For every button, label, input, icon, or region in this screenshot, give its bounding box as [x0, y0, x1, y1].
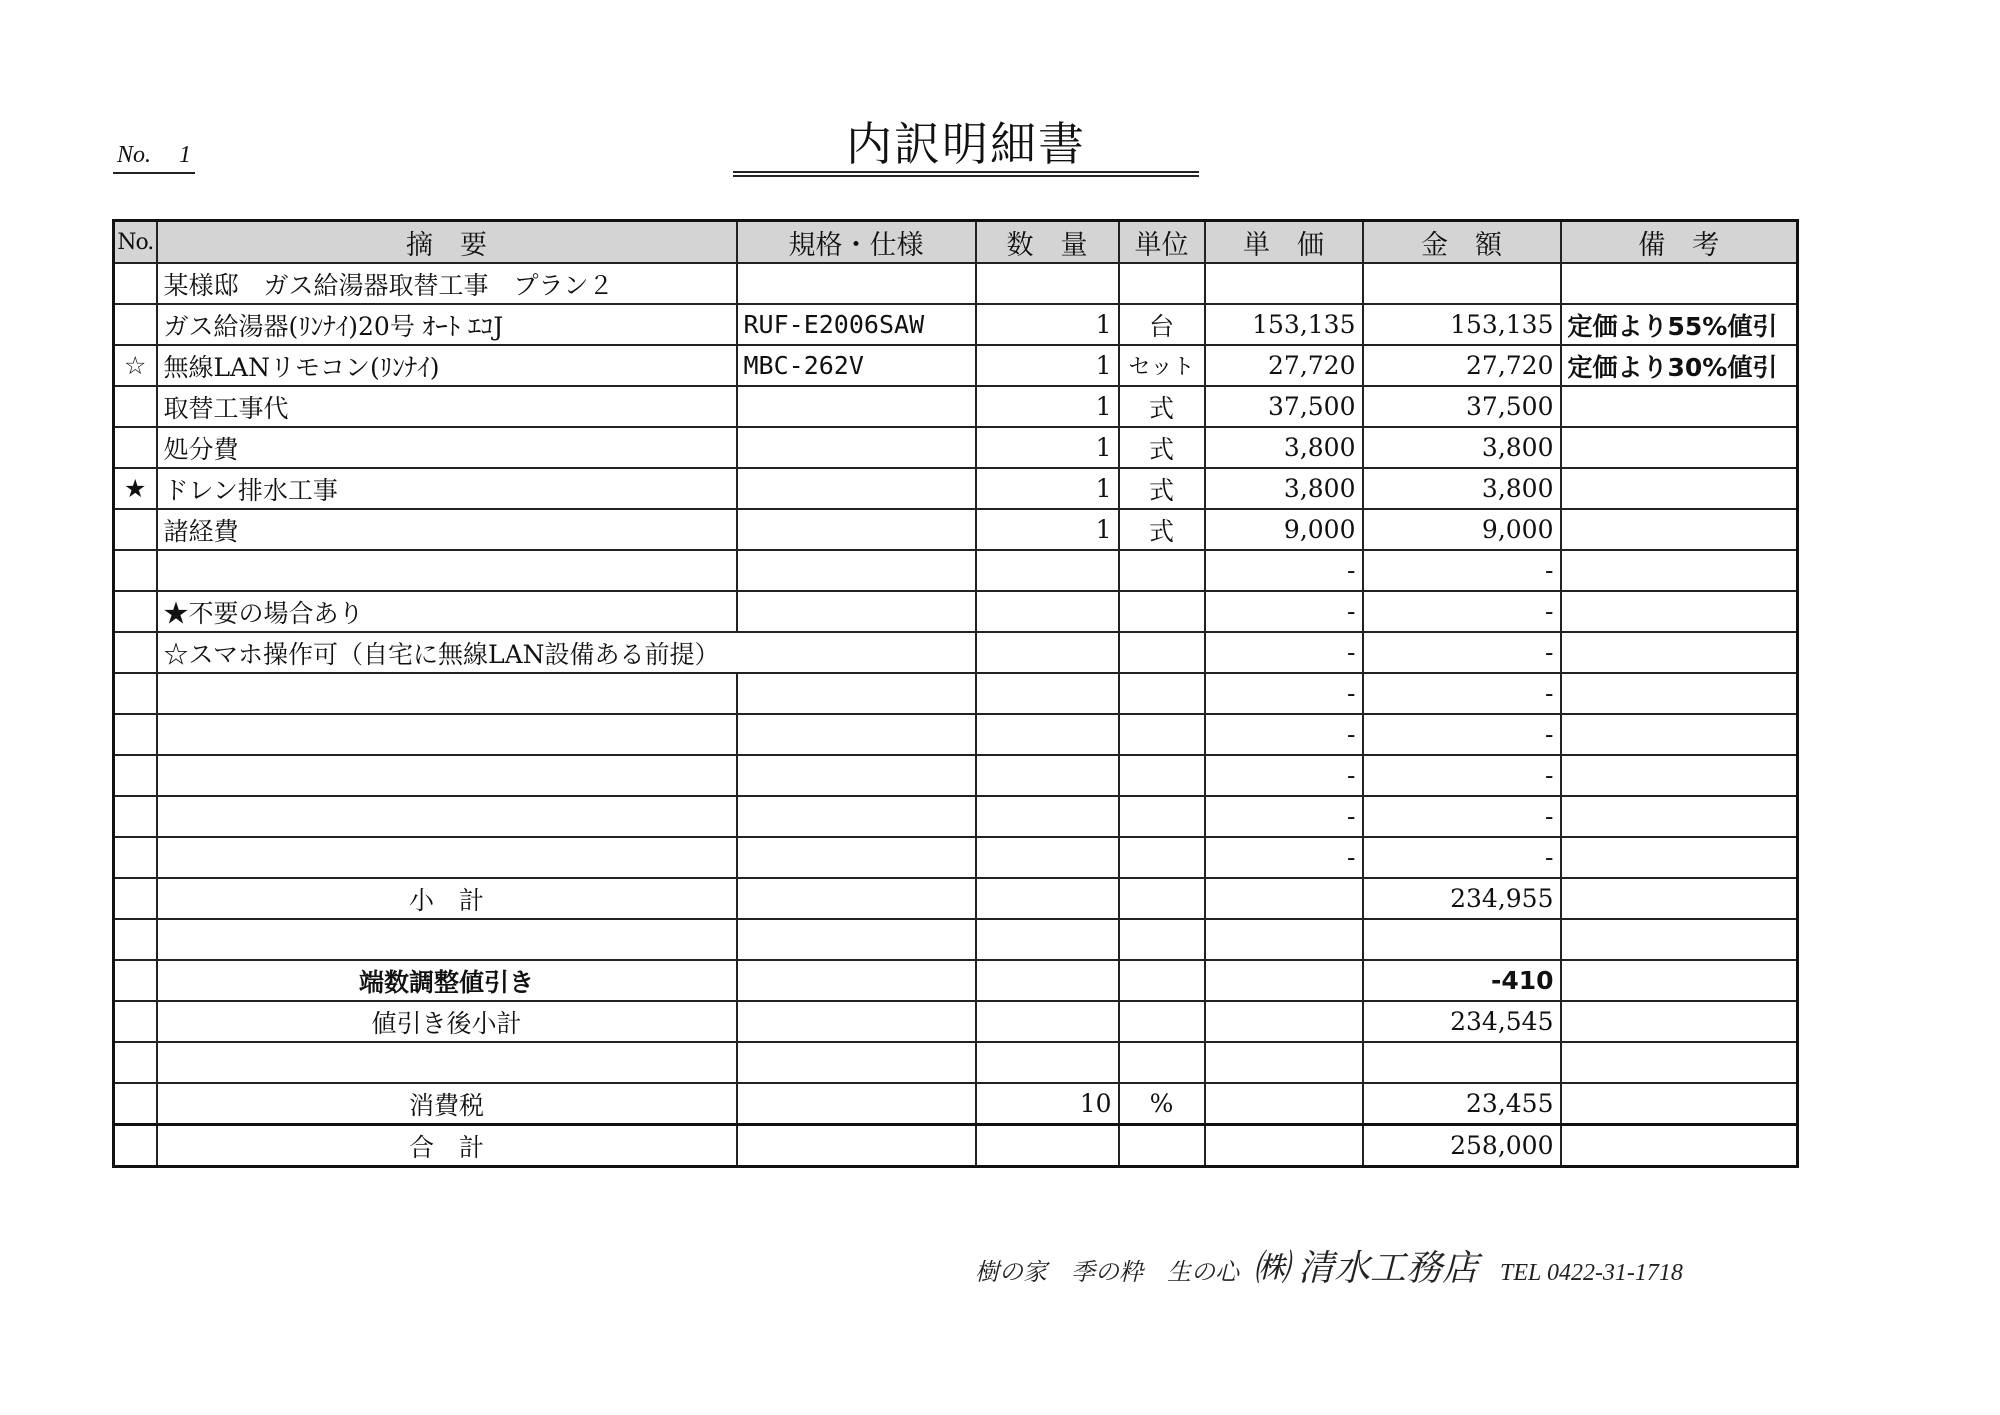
row-summary: 処分費	[157, 427, 737, 468]
row-price: 153,135	[1205, 304, 1363, 345]
row-price: 27,720	[1205, 345, 1363, 386]
header-remarks: 備 考	[1561, 221, 1798, 264]
adjustment-row	[114, 960, 1798, 1001]
row-remarks	[1561, 468, 1798, 509]
after-discount-price	[1205, 1001, 1363, 1042]
company-footer	[975, 1240, 1775, 1288]
total-qty	[976, 1125, 1119, 1167]
row-price: -	[1205, 632, 1363, 673]
table-row	[114, 427, 1798, 468]
row-spec	[737, 673, 976, 714]
row-amount	[1363, 263, 1561, 304]
row-mark	[114, 509, 157, 550]
blank-cell	[976, 919, 1119, 960]
row-unit	[1119, 837, 1205, 878]
row-amount: -	[1363, 755, 1561, 796]
subtotal-row	[114, 878, 1798, 919]
row-spec	[737, 386, 976, 427]
row-price: -	[1205, 837, 1363, 878]
row-remarks	[1561, 263, 1798, 304]
row-mark	[114, 304, 157, 345]
row-mark	[114, 263, 157, 304]
row-amount: 27,720	[1363, 345, 1561, 386]
row-amount: 9,000	[1363, 509, 1561, 550]
row-price: 3,800	[1205, 468, 1363, 509]
row-summary	[157, 673, 737, 714]
row-remarks: 定価より55%値引	[1561, 304, 1798, 345]
header-amount: 金 額	[1363, 221, 1561, 264]
blank-cell	[157, 1042, 737, 1083]
after-discount-mark	[114, 1001, 157, 1042]
row-qty: 1	[976, 345, 1119, 386]
row-summary	[157, 714, 737, 755]
after-discount-label: 値引き後小計	[157, 1001, 737, 1042]
row-mark	[114, 755, 157, 796]
adjustment-qty	[976, 960, 1119, 1001]
row-price: -	[1205, 673, 1363, 714]
row-unit	[1119, 591, 1205, 632]
row-amount: -	[1363, 550, 1561, 591]
adjustment-value: -410	[1363, 960, 1561, 1001]
document-number	[113, 138, 195, 174]
adjustment-spec	[737, 960, 976, 1001]
row-price: 37,500	[1205, 386, 1363, 427]
row-qty	[976, 755, 1119, 796]
row-spec	[737, 263, 976, 304]
tax-label: 消費税	[157, 1083, 737, 1125]
row-spec	[737, 468, 976, 509]
total-value: 258,000	[1363, 1125, 1561, 1167]
table-row	[114, 468, 1798, 509]
subtotal-value: 234,955	[1363, 878, 1561, 919]
table-row	[114, 591, 1798, 632]
blank-row	[114, 1042, 1798, 1083]
header-summary: 摘 要	[157, 221, 737, 264]
row-remarks	[1561, 509, 1798, 550]
row-unit	[1119, 714, 1205, 755]
row-qty	[976, 673, 1119, 714]
row-spec	[737, 755, 976, 796]
row-qty	[976, 714, 1119, 755]
row-remarks	[1561, 550, 1798, 591]
row-spec	[737, 550, 976, 591]
row-spec	[737, 427, 976, 468]
row-remarks	[1561, 714, 1798, 755]
row-summary	[157, 837, 737, 878]
after-discount-remarks	[1561, 1001, 1798, 1042]
total-remarks	[1561, 1125, 1798, 1167]
document-number-label: No.	[117, 142, 152, 168]
tax-price	[1205, 1083, 1363, 1125]
blank-cell	[114, 1042, 157, 1083]
row-amount: 3,800	[1363, 468, 1561, 509]
row-amount: -	[1363, 673, 1561, 714]
table-row	[114, 345, 1798, 386]
subtotal-mark	[114, 878, 157, 919]
table-row	[114, 263, 1798, 304]
row-qty	[976, 591, 1119, 632]
subtotal-price	[1205, 878, 1363, 919]
subtotal-spec	[737, 878, 976, 919]
row-summary	[157, 755, 737, 796]
document-number-value: 1	[179, 142, 192, 168]
company-name: ㈱ 清水工務店	[1253, 1248, 1479, 1288]
title-underline-bottom	[733, 175, 1199, 177]
blank-cell	[1561, 919, 1798, 960]
breakdown-table	[112, 219, 1799, 1168]
blank-cell	[1561, 1042, 1798, 1083]
row-unit	[1119, 796, 1205, 837]
total-spec	[737, 1125, 976, 1167]
row-amount: -	[1363, 714, 1561, 755]
table-row	[114, 632, 1798, 673]
row-qty	[976, 837, 1119, 878]
row-amount: -	[1363, 632, 1561, 673]
row-mark	[114, 386, 157, 427]
blank-cell	[1119, 1042, 1205, 1083]
row-summary	[157, 796, 737, 837]
row-spec	[737, 837, 976, 878]
header-row	[114, 221, 1798, 264]
row-amount: -	[1363, 796, 1561, 837]
row-price: -	[1205, 755, 1363, 796]
subtotal-remarks	[1561, 878, 1798, 919]
row-qty: 1	[976, 468, 1119, 509]
row-spec	[737, 796, 976, 837]
table-row	[114, 304, 1798, 345]
table-row	[114, 550, 1798, 591]
company-telephone: TEL 0422-31-1718	[1500, 1260, 1683, 1286]
total-row	[114, 1125, 1798, 1167]
subtotal-label: 小 計	[157, 878, 737, 919]
row-remarks	[1561, 673, 1798, 714]
row-mark	[114, 427, 157, 468]
row-mark	[114, 673, 157, 714]
row-remarks	[1561, 837, 1798, 878]
row-qty: 1	[976, 427, 1119, 468]
company-slogan: 樹の家 季の粋 生の心	[975, 1260, 1239, 1286]
adjustment-price	[1205, 960, 1363, 1001]
row-remarks	[1561, 632, 1798, 673]
row-amount: -	[1363, 837, 1561, 878]
row-unit: セット	[1119, 345, 1205, 386]
row-qty: 1	[976, 386, 1119, 427]
row-mark: ☆	[114, 345, 157, 386]
title-underline-top	[733, 171, 1199, 173]
header-unit: 単位	[1119, 221, 1205, 264]
row-mark: ★	[114, 468, 157, 509]
row-summary: 取替工事代	[157, 386, 737, 427]
row-unit	[1119, 673, 1205, 714]
header-price: 単 価	[1205, 221, 1363, 264]
row-mark	[114, 632, 157, 673]
row-spec: MBC-262V	[737, 345, 976, 386]
row-price	[1205, 263, 1363, 304]
row-mark	[114, 714, 157, 755]
row-qty	[976, 263, 1119, 304]
blank-cell	[114, 919, 157, 960]
subtotal-unit	[1119, 878, 1205, 919]
row-summary: 無線LANリモコン(ﾘﾝﾅｲ)	[157, 345, 737, 386]
after-discount-unit	[1119, 1001, 1205, 1042]
adjustment-label: 端数調整値引き	[157, 960, 737, 1001]
row-unit: 式	[1119, 386, 1205, 427]
row-summary: ドレン排水工事	[157, 468, 737, 509]
table-row	[114, 673, 1798, 714]
row-price: 9,000	[1205, 509, 1363, 550]
table-row	[114, 386, 1798, 427]
row-remarks: 定価より30%値引	[1561, 345, 1798, 386]
row-amount: 37,500	[1363, 386, 1561, 427]
blank-cell	[1205, 919, 1363, 960]
header-no: No.	[114, 221, 157, 264]
row-amount: 3,800	[1363, 427, 1561, 468]
blank-cell	[1363, 1042, 1561, 1083]
after-discount-spec	[737, 1001, 976, 1042]
row-spec	[737, 714, 976, 755]
row-price: -	[1205, 591, 1363, 632]
row-amount: -	[1363, 591, 1561, 632]
row-qty	[976, 550, 1119, 591]
row-price: -	[1205, 714, 1363, 755]
table-row	[114, 837, 1798, 878]
row-unit	[1119, 755, 1205, 796]
adjustment-mark	[114, 960, 157, 1001]
row-mark	[114, 591, 157, 632]
tax-value: 23,455	[1363, 1083, 1561, 1125]
tax-row	[114, 1083, 1798, 1125]
row-qty: 1	[976, 304, 1119, 345]
row-remarks	[1561, 755, 1798, 796]
row-mark	[114, 837, 157, 878]
adjustment-unit	[1119, 960, 1205, 1001]
row-summary: ガス給湯器(ﾘﾝﾅｲ)20号 ｵｰﾄ ｴｺJ	[157, 304, 737, 345]
row-unit: 台	[1119, 304, 1205, 345]
table-row	[114, 509, 1798, 550]
row-spec	[737, 591, 976, 632]
table-row	[114, 714, 1798, 755]
row-price: -	[1205, 550, 1363, 591]
row-unit	[1119, 550, 1205, 591]
row-mark	[114, 796, 157, 837]
tax-spec	[737, 1083, 976, 1125]
tax-unit: %	[1119, 1083, 1205, 1125]
row-summary	[157, 550, 737, 591]
tax-rate: 10	[976, 1083, 1119, 1125]
header-qty: 数 量	[976, 221, 1119, 264]
row-summary: 諸経費	[157, 509, 737, 550]
header-spec: 規格・仕様	[737, 221, 976, 264]
row-mark	[114, 550, 157, 591]
row-unit: 式	[1119, 427, 1205, 468]
row-spec: RUF-E2006SAW	[737, 304, 976, 345]
row-unit: 式	[1119, 468, 1205, 509]
blank-row	[114, 919, 1798, 960]
tax-mark	[114, 1083, 157, 1125]
row-remarks	[1561, 591, 1798, 632]
table-row	[114, 755, 1798, 796]
blank-cell	[1363, 919, 1561, 960]
row-remarks	[1561, 796, 1798, 837]
row-unit	[1119, 632, 1205, 673]
page-title: 内訳明細書	[846, 117, 1086, 171]
blank-cell	[157, 919, 737, 960]
blank-cell	[1205, 1042, 1363, 1083]
after-discount-value: 234,545	[1363, 1001, 1561, 1042]
blank-cell	[737, 919, 976, 960]
row-summary: ★不要の場合あり	[157, 591, 737, 632]
row-summary: 某様邸 ガス給湯器取替工事 プラン２	[157, 263, 737, 304]
blank-cell	[1119, 919, 1205, 960]
row-remarks	[1561, 386, 1798, 427]
total-mark	[114, 1125, 157, 1167]
after-discount-qty	[976, 1001, 1119, 1042]
row-spec	[737, 509, 976, 550]
row-amount: 153,135	[1363, 304, 1561, 345]
row-qty	[976, 632, 1119, 673]
table-row	[114, 796, 1798, 837]
after-discount-row	[114, 1001, 1798, 1042]
row-unit: 式	[1119, 509, 1205, 550]
total-unit	[1119, 1125, 1205, 1167]
total-label: 合 計	[157, 1125, 737, 1167]
row-price: -	[1205, 796, 1363, 837]
subtotal-qty	[976, 878, 1119, 919]
row-unit	[1119, 263, 1205, 304]
row-qty: 1	[976, 509, 1119, 550]
total-price	[1205, 1125, 1363, 1167]
adjustment-remarks	[1561, 960, 1798, 1001]
row-qty	[976, 796, 1119, 837]
blank-cell	[737, 1042, 976, 1083]
row-summary: ☆スマホ操作可（自宅に無線LAN設備ある前提）	[157, 632, 976, 673]
row-remarks	[1561, 427, 1798, 468]
blank-cell	[976, 1042, 1119, 1083]
row-price: 3,800	[1205, 427, 1363, 468]
tax-remarks	[1561, 1083, 1798, 1125]
